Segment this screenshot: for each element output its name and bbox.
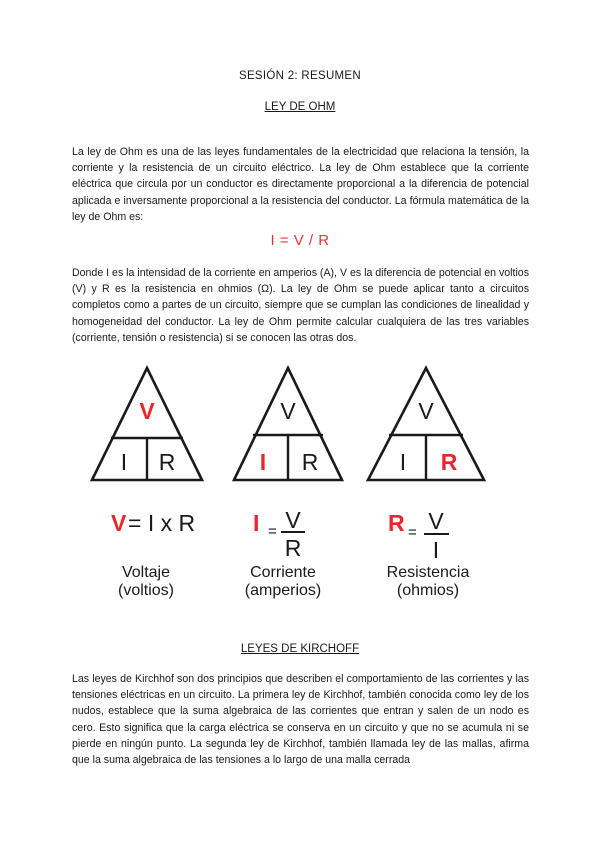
- equation-variable: I: [253, 510, 260, 536]
- triangle-resistance: [368, 368, 484, 480]
- ohm-formula: I = V / R: [270, 232, 330, 249]
- triangle-current: [234, 368, 342, 480]
- equation-expression: = I x R: [128, 510, 196, 536]
- caption-resistance: Resistencia: [386, 564, 470, 581]
- triangle-right-label: R: [158, 449, 176, 475]
- caption-voltage: Voltaje: [121, 564, 171, 581]
- equation-resistance: [388, 508, 449, 563]
- equation-denominator: R: [284, 535, 302, 561]
- caption-resistance-unit: (ohmios): [396, 582, 460, 599]
- equation-equals: =: [408, 524, 417, 541]
- equation-numerator: V: [285, 507, 301, 533]
- caption-voltage-unit: (voltios): [117, 582, 175, 599]
- equation-current: [253, 507, 305, 561]
- ohm-triangles-figure: [0, 360, 600, 610]
- equation-numerator: V: [428, 508, 444, 534]
- triangle-top-label: V: [280, 398, 296, 424]
- ohm-explanation-paragraph: Donde I es la intensidad de la corriente en amperios (A), V es la diferencia de potencial en voltios (V) y R es la resistencia en ohmios (Ω). La ley de Ohm se puede aplicar tanto a circuitos completos como a partes de un circuito, siempre que se cumplan las condiciones de linealidad y homogeneidad del conductor. La ley de Ohm permite calcular cualquiera de las tres variables (corriente, tensión o resistencia) si se conocen las otras dos.: [72, 267, 529, 344]
- equation-denominator: I: [432, 537, 440, 563]
- ohm-heading: LEY DE OHM: [264, 101, 336, 113]
- kirchhoff-paragraph: Las leyes de Kirchhof son dos principios que describen el comportamiento de las corrientes y las tensiones eléctricas en un circuito. La primera ley de Kirchhof, también conocida como ley de los nudos, establece que la suma algebraica de las corrientes que entran y salen de un nodo es cero. Esto significa que la carga eléctrica se conserva en un circuito y que no se acumula ni se pierde en ningún punto. La segunda ley de Kirchhof, también llamada ley de las mallas, afirma que la suma algebraica de las tensiones a lo largo de una malla cerrada: [72, 673, 529, 767]
- ohm-intro-paragraph: La ley de Ohm es una de las leyes fundamentales de la electricidad que relaciona la tensión, la corriente y la resistencia de un circuito eléctrico. La ley de Ohm establece que la corriente eléctrica que circula por un conductor es directamente proporcional a la diferencia de potencial aplicada e inversamente proporcional a la resistencia del conductor. La fórmula matemática de la ley de Ohm es:: [72, 146, 529, 223]
- triangle-right-label: R: [440, 449, 458, 475]
- triangle-top-label: V: [139, 398, 155, 424]
- triangle-voltage: [92, 368, 202, 480]
- equation-variable: R: [388, 510, 405, 536]
- kirchhoff-heading: LEYES DE KIRCHOFF: [240, 643, 360, 655]
- triangle-right-label: R: [301, 449, 319, 475]
- triangle-left-label: I: [120, 449, 128, 475]
- equation-voltage: [111, 510, 195, 536]
- equation-equals: =: [268, 523, 277, 540]
- caption-current: Corriente: [250, 564, 316, 581]
- page-title: SESIÓN 2: RESUMEN: [238, 70, 362, 82]
- triangle-left-label: I: [399, 449, 407, 475]
- triangle-left-label: I: [259, 449, 267, 475]
- caption-current-unit: (amperios): [244, 582, 322, 599]
- equation-variable: V: [111, 510, 127, 536]
- triangle-top-label: V: [418, 398, 434, 424]
